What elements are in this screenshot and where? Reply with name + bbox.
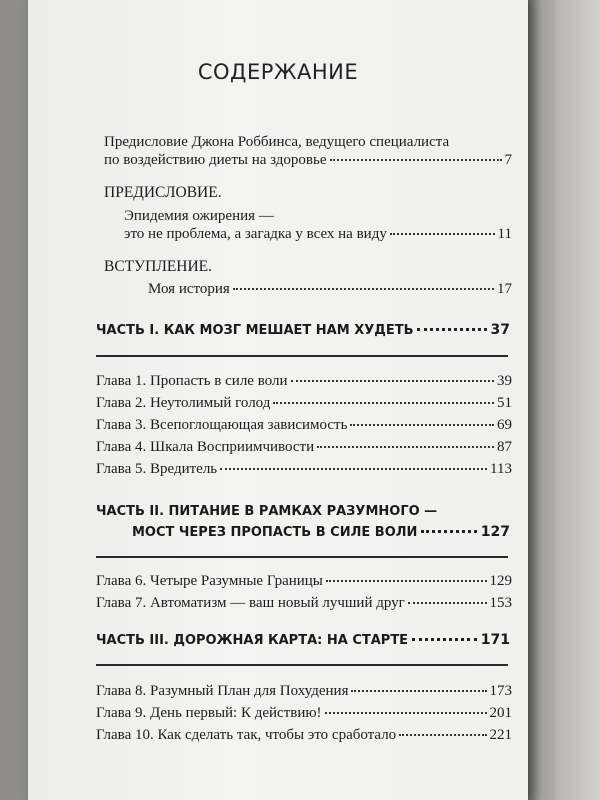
page-number: 129 [489,573,512,589]
dot-leader [330,159,502,161]
toc-entry-intro[interactable] [148,280,512,298]
part-2-title-line2: МОСТ ЧЕРЕЗ ПРОПАСТЬ В СИЛЕ ВОЛИ [132,525,418,540]
dot-leader [390,233,495,235]
page-number: 113 [490,461,512,477]
dot-leader [317,446,494,448]
chapter-label: Глава 1. Пропасть в силе воли [96,373,288,389]
page-number: 51 [497,395,512,411]
chapter-label: Глава 7. Автоматизм — ваш новый лучший друг [96,595,405,611]
facing-page-edge-light [555,0,600,800]
part-3-title: ЧАСТЬ III. ДОРОЖНАЯ КАРТА: НА СТАРТЕ [96,633,409,648]
page-number: 17 [497,281,512,297]
page-number: 69 [497,417,512,433]
toc-entry-chapter-8[interactable] [96,682,512,700]
toc-entry-chapter-9[interactable] [96,704,512,722]
page-number: 39 [497,373,512,389]
dot-leader [351,690,486,692]
toc-entry-chapter-3[interactable] [96,416,512,434]
preface-line2: это не проблема, а загадка у всех на виду [124,226,387,242]
chapter-label: Глава 5. Вредитель [96,461,218,477]
intro-heading: ВСТУПЛЕНИЕ. [104,258,213,275]
page-number: 201 [489,705,512,721]
preface-heading: ПРЕДИСЛОВИЕ. [104,184,222,201]
page-number: 173 [489,683,512,699]
chapter-label: Глава 3. Всепоглощающая зависимость [96,417,348,433]
page-number: 11 [497,226,512,242]
toc-entry-chapter-7[interactable] [96,594,512,612]
chapter-label: Глава 2. Неутолимый голод [96,395,271,411]
page-number: 153 [489,595,512,611]
dot-leader [273,402,494,404]
dot-leader [233,288,494,290]
part-2-page: 127 [480,524,510,540]
chapter-label: Глава 10. Как сделать так, чтобы это сработало [96,727,397,743]
chapter-label: Глава 9. День первый: К действию! [96,705,322,721]
dot-leader [350,424,494,426]
book-page [28,0,528,800]
page-number: 221 [489,727,512,743]
part-1-page: 37 [490,322,510,338]
dot-leader [291,380,494,382]
dot-leader [325,712,487,714]
part-1-heading[interactable] [96,322,510,338]
divider [96,355,508,357]
part-3-page: 171 [480,632,510,648]
toc-entry-chapter-1[interactable] [96,372,512,390]
dot-leader [326,580,487,582]
dot-leader [412,638,477,641]
toc-entry-chapter-2[interactable] [96,394,512,412]
page-title: СОДЕРЖАНИЕ [197,60,359,84]
dot-leader [421,530,476,533]
divider [96,664,508,666]
chapter-label: Глава 4. Шкала Восприимчивости [96,439,315,455]
dot-leader [417,328,486,331]
part-3-heading[interactable] [96,632,510,648]
toc-entry-chapter-4[interactable] [96,438,512,456]
toc-entry-chapter-6[interactable] [96,572,512,590]
intro-line1: Моя история [148,281,230,297]
dot-leader [408,602,487,604]
toc-entry-preface[interactable] [124,225,512,243]
page-number: 87 [497,439,512,455]
chapter-label: Глава 8. Разумный План для Похудения [96,683,349,699]
divider [96,556,508,558]
part-2-heading[interactable] [132,524,510,540]
preface-line1: Эпидемия ожирения — [124,208,274,224]
part-1-title: ЧАСТЬ I. КАК МОЗГ МЕШАЕТ НАМ ХУДЕТЬ [96,323,414,338]
foreword-line1: Предисловие Джона Роббинса, ведущего специалиста [104,134,450,150]
foreword-line2: по воздействию диеты на здоровье [104,152,327,168]
part-2-title-line1[interactable]: ЧАСТЬ II. ПИТАНИЕ В РАМКАХ РАЗУМНОГО — [96,504,438,519]
dot-leader [220,468,487,470]
toc-entry-foreword[interactable] [104,151,512,169]
toc-entry-chapter-10[interactable] [96,726,512,744]
chapter-label: Глава 6. Четыре Разумные Границы [96,573,323,589]
toc-entry-chapter-5[interactable] [96,460,512,478]
dot-leader [399,734,486,736]
page-number: 7 [504,152,512,168]
